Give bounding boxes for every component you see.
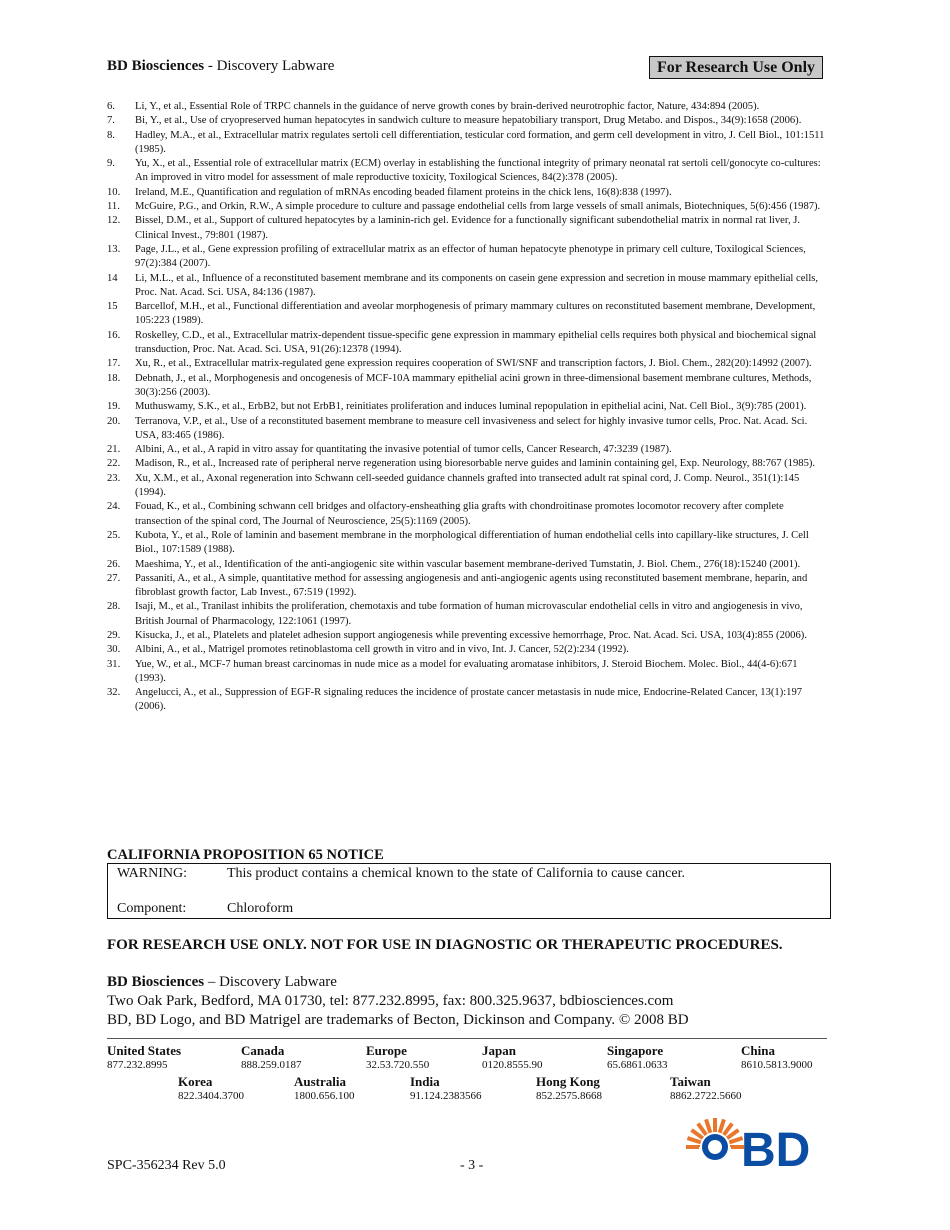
reference-text: Barcellof, M.H., et al., Functional differentiation and aveolar morphogenesis of primary mammary cultures on reconstituted basement membrane, Development, 105:223 (1989). bbox=[135, 301, 816, 327]
sunburst-icon bbox=[686, 1118, 744, 1167]
warning-row bbox=[117, 866, 685, 882]
reference-item bbox=[107, 443, 831, 457]
country-name: Korea bbox=[178, 1074, 213, 1089]
contact-europe bbox=[366, 1043, 429, 1072]
country-phone: 0120.8555.90 bbox=[482, 1059, 543, 1071]
reference-number: 32. bbox=[107, 687, 121, 699]
reference-text: Kubota, Y., et al., Role of laminin and basement membrane in the morphological differentiation of human endothelial cells into capillary-like structures, J. Cell Biol., 107:1589 (1988). bbox=[135, 529, 809, 556]
company-name: BD Biosciences bbox=[107, 58, 205, 74]
reference-item bbox=[107, 114, 831, 128]
reference-number: 8. bbox=[107, 129, 115, 141]
contact-india bbox=[410, 1074, 482, 1103]
reference-item bbox=[107, 600, 831, 629]
reference-item bbox=[107, 129, 831, 158]
reference-number: 31. bbox=[107, 658, 121, 670]
reference-item bbox=[107, 157, 831, 186]
reference-text: McGuire, P.G., and Orkin, R.W., A simple procedure to culture and passage endothelial cells from large vessels of small animals, Biotechniques, 5(6):456 (1987). bbox=[135, 201, 821, 213]
divider bbox=[107, 1038, 827, 1039]
reference-number: 11. bbox=[107, 201, 120, 213]
reference-number: 20. bbox=[107, 415, 121, 427]
reference-text: Debnath, J., et al., Morphogenesis and oncogenesis of MCF-10A mammary epithelial acini grown in three-dimensional basement membrane cultures, Methods, 30(3):256 (2003). bbox=[135, 372, 812, 398]
reference-text: Yue, W., et al., MCF-7 human breast carcinomas in nude mice as a model for evaluating aromatase inhibitors, J. Steroid Biochem. Molec. Biol., 44(4-6):671 (1993). bbox=[135, 658, 798, 684]
country-phone: 8610.5813.9000 bbox=[741, 1059, 813, 1071]
reference-item bbox=[107, 658, 831, 687]
reference-text: Li, Y., et al., Essential Role of TRPC channels in the guidance of nerve growth cones by brain-derived neurotrophic factor, Nature, 434:894 (2005). bbox=[135, 101, 760, 112]
division-name: - Discovery Labware bbox=[204, 58, 335, 74]
research-use-badge: For Research Use Only bbox=[649, 56, 823, 79]
reference-item bbox=[107, 357, 831, 371]
reference-item bbox=[107, 400, 831, 414]
reference-text: Bissel, D.M., et al., Support of cultured hepatocytes by a laminin-rich gel. Evidence for a functionally significant subendothelial matrix in normal rat liver, J. Clinical Invest., 79:801 (1987). bbox=[135, 215, 801, 241]
reference-item bbox=[107, 329, 831, 358]
reference-item bbox=[107, 100, 831, 114]
reference-item bbox=[107, 558, 831, 572]
reference-item bbox=[107, 457, 831, 471]
country-name: Australia bbox=[294, 1074, 346, 1089]
country-phone: 888.259.0187 bbox=[241, 1059, 302, 1071]
header-company bbox=[107, 58, 334, 75]
company-address: Two Oak Park, Bedford, MA 01730, tel: 877.232.8995, fax: 800.325.9637, bdbiosciences.com bbox=[107, 993, 674, 1009]
reference-item bbox=[107, 214, 831, 243]
contact-japan bbox=[482, 1043, 543, 1072]
reference-text: Yu, X., et al., Essential role of extracellular matrix (ECM) overlay in establishing the functional integrity of primary neonatal rat sertoli cell/gonocyte co-cultures: An improved in vitro model for assessment of male reproductive toxicity, Toxilogical Sciences, 84(2):378 (2005). bbox=[135, 158, 821, 184]
contact-taiwan bbox=[670, 1074, 742, 1103]
trademark-notice: BD, BD Logo, and BD Matrigel are trademarks of Becton, Dickinson and Company. © 2008 BD bbox=[107, 1012, 689, 1028]
reference-number: 13. bbox=[107, 243, 121, 255]
country-phone: 8862.2722.5660 bbox=[670, 1090, 742, 1102]
bd-logo bbox=[683, 1114, 829, 1174]
reference-number: 6. bbox=[107, 101, 115, 112]
country-name: China bbox=[741, 1043, 775, 1058]
component-text: Chloroform bbox=[227, 901, 294, 916]
reference-text: Bi, Y., et al., Use of cryopreserved human hepatocytes in sandwich culture to measure hepatobiliary transport, Drug Metabo. and Dispos., 34(9):1658 (2006). bbox=[135, 115, 802, 127]
logo-ray bbox=[706, 1119, 710, 1132]
bd-logo-text: BD bbox=[741, 1124, 811, 1174]
reference-number: 28. bbox=[107, 601, 121, 613]
country-name: Japan bbox=[482, 1043, 516, 1058]
company-line bbox=[107, 973, 689, 992]
country-phone: 852.2575.8668 bbox=[536, 1090, 602, 1102]
contact-singapore bbox=[607, 1043, 668, 1072]
company-block-division: – Discovery Labware bbox=[204, 974, 337, 990]
reference-number: 25. bbox=[107, 529, 121, 541]
company-block bbox=[107, 973, 689, 1030]
reference-text: Fouad, K., et al., Combining schwann cell bridges and olfactory-ensheathing glia grafts with chondroitinase promotes locomotor recovery after complete transection of the spinal cord, The Journal of Neuroscience, 25(5):1169 (2005). bbox=[135, 501, 784, 527]
contact-china bbox=[741, 1043, 813, 1072]
country-phone: 822.3404.3700 bbox=[178, 1090, 244, 1102]
country-name: Singapore bbox=[607, 1043, 664, 1058]
reference-item bbox=[107, 186, 831, 200]
reference-text: Maeshima, Y., et al., Identification of the anti-angiogenic site within vascular basement membrane-derived Tumstatin, J. Biol. Chem., 276(18):15240 (2001). bbox=[135, 558, 801, 570]
reference-text: Isaji, M., et al., Tranilast inhibits the proliferation, chemotaxis and tube formation of human microvascular endothelial cells in vitro and angiogenesis in vivo, British Journal of Pharmacology, 122:1061 (1997). bbox=[135, 601, 803, 627]
logo-ray bbox=[687, 1138, 700, 1142]
references-list bbox=[107, 100, 831, 715]
reference-number: 19. bbox=[107, 401, 121, 413]
reference-text: Angelucci, A., et al., Suppression of EGF-R signaling reduces the incidence of prostate cancer metastasis in nude mice, Endocrine-Related Cancer, 13(1):197 (2006). bbox=[135, 687, 803, 713]
warning-text: This product contains a chemical known to the state of California to cause cancer. bbox=[227, 866, 685, 881]
reference-text: Hadley, M.A., et al., Extracellular matrix regulates sertoli cell differentiation, testicular cord formation, and germ cell development in vitro, J. Cell Biol., 101:1511 (1985). bbox=[135, 129, 825, 155]
component-row bbox=[117, 901, 293, 917]
reference-number: 21. bbox=[107, 444, 121, 456]
contact-hong-kong bbox=[536, 1074, 602, 1103]
reference-item bbox=[107, 200, 831, 214]
reference-item bbox=[107, 686, 831, 715]
reference-text: Li, M.L., et al., Influence of a reconstituted basement membrane and its components on casein gene expression and secretion in mouse mammary epithelial cells, Proc. Nat. Acad. Sci. USA, 84:136 (1987). bbox=[135, 272, 819, 298]
reference-item bbox=[107, 472, 831, 501]
reference-text: Kisucka, J., et al., Platelets and platelet adhesion support angiogenesis while preventing excessive hemorrhage, Proc. Nat. Acad. Sci. USA, 103(4):855 (2006). bbox=[135, 629, 807, 641]
research-use-statement: FOR RESEARCH USE ONLY. NOT FOR USE IN DIAGNOSTIC OR THERAPEUTIC PROCEDURES. bbox=[107, 937, 783, 953]
reference-number: 12. bbox=[107, 215, 121, 227]
reference-item bbox=[107, 300, 831, 329]
country-phone: 91.124.2383566 bbox=[410, 1090, 482, 1102]
reference-number: 26. bbox=[107, 558, 121, 570]
reference-number: 16. bbox=[107, 329, 121, 341]
warning-label: WARNING: bbox=[117, 866, 187, 881]
reference-text: Page, J.L., et al., Gene expression profiling of extracellular matrix as an effector of human hepatocyte phenotype in primary cell culture, Toxilogical Sciences, 97(2):384 (2007). bbox=[135, 243, 806, 270]
reference-number: 24. bbox=[107, 501, 121, 513]
reference-item bbox=[107, 500, 831, 529]
reference-number: 9. bbox=[107, 158, 115, 170]
reference-item bbox=[107, 372, 831, 401]
page-number: - 3 - bbox=[460, 1158, 484, 1173]
reference-number: 15 bbox=[107, 301, 118, 313]
reference-number: 10. bbox=[107, 186, 121, 198]
contact-united-states bbox=[107, 1043, 181, 1072]
country-name: Europe bbox=[366, 1043, 407, 1058]
prop65-title: CALIFORNIA PROPOSITION 65 NOTICE bbox=[107, 847, 384, 863]
reference-text: Madison, R., et al., Increased rate of peripheral nerve regeneration using bioresorbable nerve guides and laminin containing gel, Exp. Neurology, 88:767 (1985). bbox=[135, 458, 816, 470]
reference-number: 18. bbox=[107, 372, 121, 384]
reference-number: 7. bbox=[107, 115, 115, 127]
reference-text: Roskelley, C.D., et al., Extracellular matrix-dependent tissue-specific gene expression in mammary epithelial cells requires both physical and biochemical signal transduction, Proc. Nat. Acad. Sci. USA, 91(26):12378 (1994). bbox=[135, 329, 817, 356]
logo-ray bbox=[720, 1119, 724, 1132]
reference-text: Terranova, V.P., et al., Use of a reconstituted basement membrane to measure cell invasiveness and select for highly invasive tumor cells, Proc. Nat. Acad. Sci. USA, 83:465 (1986). bbox=[135, 415, 808, 441]
country-phone: 1800.656.100 bbox=[294, 1090, 355, 1102]
reference-item bbox=[107, 415, 831, 444]
prop65-box bbox=[107, 863, 831, 919]
reference-number: 23. bbox=[107, 472, 121, 484]
country-name: Canada bbox=[241, 1043, 285, 1058]
country-phone: 877.232.8995 bbox=[107, 1059, 168, 1071]
reference-number: 14 bbox=[107, 272, 118, 284]
reference-text: Albini, A., et al., Matrigel promotes retinoblastoma cell growth in vitro and in vivo, Int. J. Cancer, 52(2):234 (1992). bbox=[135, 644, 629, 656]
reference-text: Ireland, M.E., Quantification and regulation of mRNAs encoding beaded filament proteins in the chick lens, 16(8):838 (1997). bbox=[135, 186, 672, 198]
country-name: Hong Kong bbox=[536, 1074, 600, 1089]
contact-australia bbox=[294, 1074, 355, 1103]
country-name: India bbox=[410, 1074, 440, 1089]
reference-item bbox=[107, 629, 831, 643]
reference-text: Muthuswamy, S.K., et al., ErbB2, but not ErbB1, reinitiates proliferation and induces luminal repopulation in epithelial acini, Nat. Cell Biol., 3(9):785 (2001). bbox=[135, 401, 807, 413]
company-block-name: BD Biosciences bbox=[107, 974, 205, 990]
reference-text: Passaniti, A., et al., A simple, quantitative method for assessing angiogenesis and anti-angiogenic agents using reconstituted basement membrane, heparin, and fibroblast growth factor, Lab Invest., 67:519 (1992). bbox=[135, 572, 808, 599]
reference-item bbox=[107, 243, 831, 272]
reference-number: 27. bbox=[107, 572, 121, 584]
reference-number: 22. bbox=[107, 458, 121, 470]
reference-number: 30. bbox=[107, 644, 121, 656]
reference-item bbox=[107, 272, 831, 301]
reference-text: Xu, R., et al., Extracellular matrix-regulated gene expression requires cooperation of SWI/SNF and transcription factors, J. Biol. Chem., 282(20):14992 (2007). bbox=[135, 358, 812, 370]
country-name: Taiwan bbox=[670, 1074, 711, 1089]
reference-text: Xu, X.M., et al., Axonal regeneration into Schwann cell-seeded guidance channels grafted into transected adult rat spinal cord, J. Comp. Neurol., 351(1):145 (1994). bbox=[135, 472, 800, 499]
reference-number: 29. bbox=[107, 629, 121, 641]
reference-text: Albini, A., et al., A rapid in vitro assay for quantitating the invasive potential of tumor cells, Cancer Research, 47:3239 (1987). bbox=[135, 444, 672, 456]
country-name: United States bbox=[107, 1043, 182, 1058]
component-label: Component: bbox=[117, 901, 187, 916]
reference-item bbox=[107, 572, 831, 601]
contact-canada bbox=[241, 1043, 302, 1072]
reference-number: 17. bbox=[107, 358, 121, 370]
country-phone: 32.53.720.550 bbox=[366, 1059, 430, 1071]
reference-item bbox=[107, 529, 831, 558]
document-id: SPC-356234 Rev 5.0 bbox=[107, 1158, 226, 1173]
country-phone: 65.6861.0633 bbox=[607, 1059, 668, 1071]
contact-korea bbox=[178, 1074, 244, 1103]
reference-item bbox=[107, 643, 831, 657]
